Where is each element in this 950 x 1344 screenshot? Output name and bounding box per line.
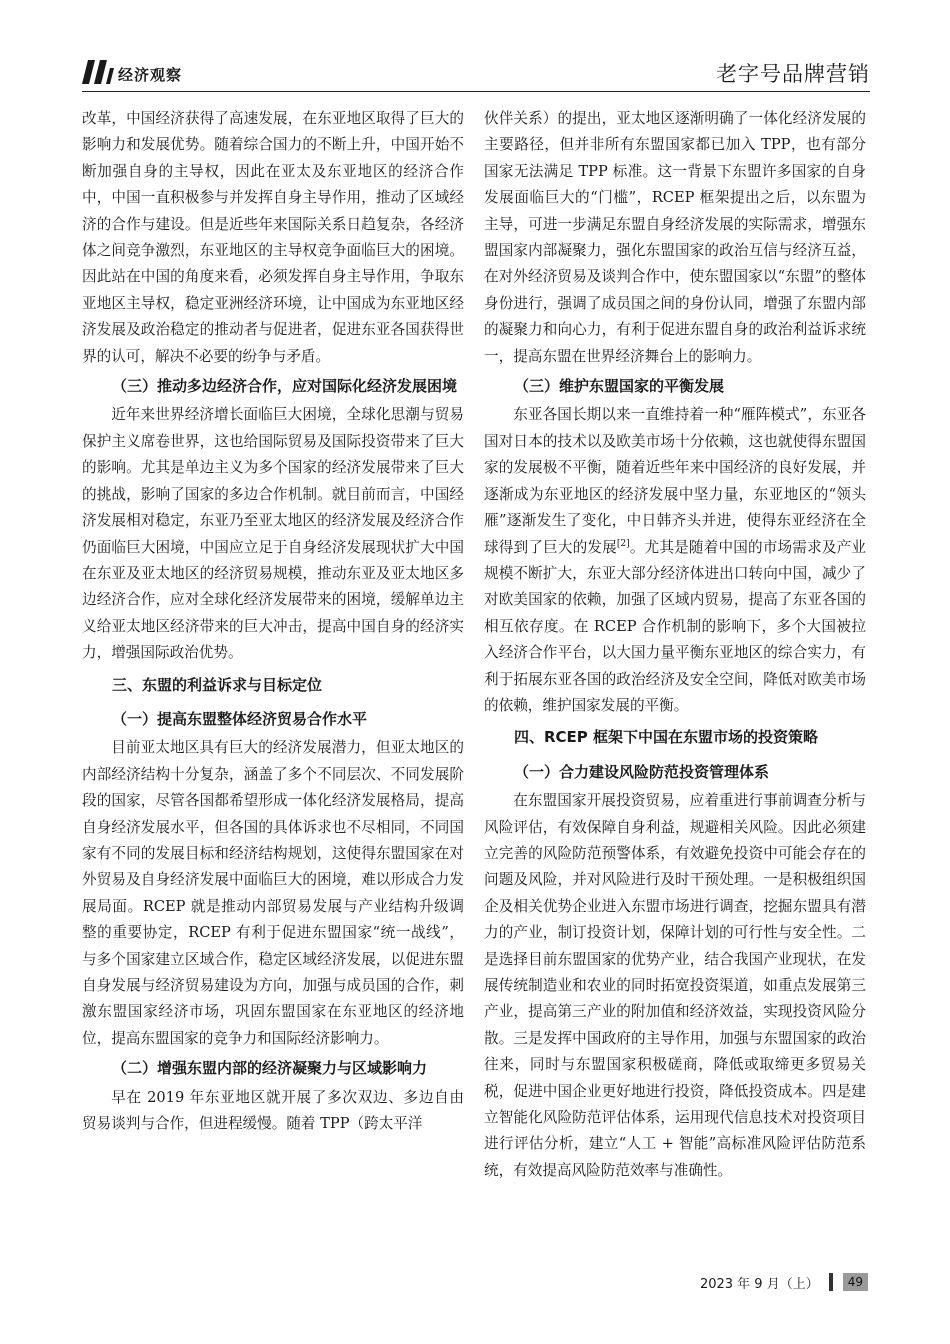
journal-logo-icon xyxy=(82,60,116,84)
issue-date: 2023 年 9 月（上） xyxy=(699,1276,819,1292)
section-heading: 四、RCEP 框架下中国在东盟市场的投资策略 xyxy=(514,728,819,747)
subsection-heading: （一）提高东盟整体经济贸易合作水平 xyxy=(112,709,368,728)
paragraph: 早在 2019 年东亚地区就开展了多次双边、多边自由贸易谈判与合作，但进程缓慢。随着 TPP（跨太平洋 xyxy=(82,1088,464,1133)
subsection-heading: （二）增强东盟内部的经济凝聚力与区域影响力 xyxy=(112,1059,428,1078)
header-rule xyxy=(82,91,870,92)
subsection-heading: （三）维护东盟国家的平衡发展 xyxy=(514,377,725,396)
section-heading: 三、东盟的利益诉求与目标定位 xyxy=(112,675,323,694)
page-header xyxy=(82,58,870,90)
paragraph: 伙伴关系）的提出，亚太地区逐渐明确了一体化经济发展的主要路径，但并非所有东盟国家都已加入 TPP，也有部分国家无法满足 TPP 标准。这一背景下东盟许多国家的自身发展面临巨大的“门槛”，RCEP 框架提出之后，以东盟为主导，可进一步满足东盟自身经济发展的实际需求，增强东盟国家内部凝聚力，强化东盟国家的政治互信与经济互益，在对外经济贸易及谈判合作中，使东盟国家以“东盟”的整体身份进行，强调了成员国之间的身份认同，增强了东盟内部的凝聚力和向心力，有利于促进东盟自身的政治利益诉求统一，提高东盟在世界经济舞台上的影响力。 xyxy=(484,110,866,365)
paragraph: 改革，中国经济获得了高速发展，在东亚地区取得了巨大的影响力和发展优势。随着综合国力的不断上升，中国开始不断加强自身的主导权，因此在亚太及东亚地区的经济合作中，中国一直积极参与并发挥自身主导作用，推动了区域经济的合作与建设。但是近些年来国际关系日趋复杂，各经济体之间竞争激烈，东亚地区的主导权竞争面临巨大的困境。因此站在中国的角度来看，必须发挥自身主导作用，争取东亚地区主导权，稳定亚洲经济环境，让中国成为东亚地区经济发展及政治稳定的推动者与促进者，促进东亚各国获得世界的认可，解决不必要的纷争与矛盾。 xyxy=(82,110,464,365)
section-name: 经济观察 xyxy=(118,66,183,84)
paragraph: 在东盟国家开展投资贸易，应着重进行事前调查分析与风险评估，有效保障自身利益，规避相关风险。因此必须建立完善的风险防范预警体系，有效避免投资中可能会存在的问题及风险，并对风险进行及时干预处理。一是积极组织国企及相关优势企业进入东盟市场进行调查，挖掘东盟具有潜力的产业，制订投资计划，保障计划的可行性与安全性。二是选择目前东盟国家的优势产业，结合我国产业现状，在发展传统制造业和农业的同时拓宽投资渠道，如重点发展第三产业，提高第三产业的附加值和经济效益，实现投资风险分散。三是发挥中国政府的主导作用，加强与东盟国家的政治往来，同时与东盟国家积极磋商，降低或取缔更多贸易关税，促进中国企业更好地进行投资，降低投资成本。四是建立智能化风险防范评估体系，运用现代信息技术对投资项目进行评估分析，建立“人工 + 智能”高标准风险评估防范系统，有效提高风险防范效率与准确性。 xyxy=(484,792,866,1179)
column-brand-title: 老字号品牌营销 xyxy=(716,62,870,86)
citation-ref: [2] xyxy=(616,538,630,549)
paragraph: 近年来世界经济增长面临巨大困境，全球化思潮与贸易保护主义席卷世界，这也给国际贸易及国际投资带来了巨大的影响。尤其是单边主义为多个国家的经济发展带来了巨大的挑战，影响了国家的多边合作机制。就目前而言，中国经济发展相对稳定，东亚乃至亚太地区的经济发展及经济合作仍面临巨大困境，中国应立足于自身经济发展现状扩大中国在东亚及亚太地区的经济贸易规模，推动东亚及亚太地区多边经济合作，应对全球化经济发展带来的困境，缓解单边主义给亚太地区经济带来的巨大冲击，提高中国自身的经济实力，增强国际政治优势。 xyxy=(82,406,464,662)
subsection-heading: （一）合力建设风险防范投资管理体系 xyxy=(514,762,770,781)
paragraph xyxy=(484,402,866,719)
left-column xyxy=(82,106,464,1137)
paragraph: 目前亚太地区具有巨大的经济发展潜力，但亚太地区的内部经济结构十分复杂，涵盖了多个不同层次、不同发展阶段的国家，尽管各国都希望形成一体化经济发展格局，提高自身经济发展水平，但各国的具体诉求也不尽相同，不同国家有不同的发展目标和经济结构规划，这使得东盟国家在对外贸易及自身经济发展中面临巨大的困境，难以形成合力发展局面。RCEP 就是推动内部贸易发展与产业结构升级调整的重要协定，RCEP 有利于促进东盟国家“统一战线”，与多个国家建立区域合作，稳定区域经济发展，以促进东盟自身发展与经济贸易建设为方向，加强与成员国的合作，刺激东盟国家经济市场，巩固东盟国家在东亚地区的经济地位，提高东盟国家的竞争力和国际经济影响力。 xyxy=(82,739,464,1047)
paragraph-text: 。尤其是随着中国的市场需求及产业规模不断扩大，东亚大部分经济体进出口转向中国，减少了对欧美国家的依赖，加强了区域内贸易，提高了东亚各国的相互依存度。在 RCEP 合作机制的影响下，多个大国被拉入经济合作平台，以大国力量平衡东亚地区的综合实力，有利于拓展东亚各国的政治经济及安全空间，降低对欧美市场的依赖，维护国家发展的平衡。 xyxy=(484,538,866,714)
paragraph-text: 东亚各国长期以来一直维持着一种“雁阵模式”，东亚各国对日本的技术以及欧美市场十分依赖，这也就使得东盟国家的发展极不平衡，随着近些年来中国经济的良好发展，并逐渐成为东亚地区的经济发展中坚力量，东亚地区的“领头雁”逐渐发生了变化，中日韩齐头并进，使得东亚经济在全球得到了巨大的发展 xyxy=(484,406,866,556)
right-column xyxy=(484,106,866,1184)
page-footer xyxy=(700,1271,868,1293)
footer-divider xyxy=(829,1273,833,1291)
page-number: 49 xyxy=(843,1273,868,1291)
subsection-heading: （三）推动多边经济合作，应对国际化经济发展困境 xyxy=(112,377,458,396)
